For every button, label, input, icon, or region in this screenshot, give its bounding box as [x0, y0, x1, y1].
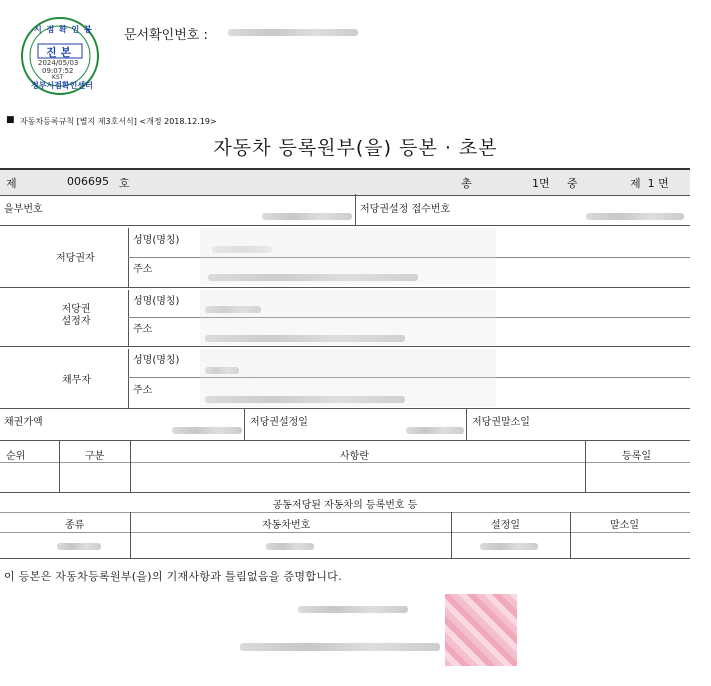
party-role-debtor: 채무자 [62, 375, 91, 386]
doc-check-label: 문서확인번호 : [124, 28, 208, 43]
party-role-mortgagor: 저당권 설정자 [61, 304, 91, 327]
joint-kind-redacted [57, 543, 101, 550]
official-seal-redacted [445, 594, 517, 666]
total-label: 총 [461, 177, 472, 190]
total-pages: 1면 [532, 177, 550, 190]
type-header: 구분 [85, 451, 105, 462]
verification-stamp [20, 16, 100, 96]
issue-date-redacted [298, 606, 408, 613]
stamp-center-label: 진 본 [46, 46, 72, 59]
joint-cancel-date-header: 말소일 [610, 520, 639, 531]
details-header: 사항란 [340, 451, 369, 462]
eulbu-number-label: 을부번호 [4, 204, 43, 215]
stamp-zone: KST [52, 74, 64, 81]
party-role-mortgagee: 저당권자 [56, 253, 95, 264]
joint-vehicle-number-redacted [266, 543, 314, 550]
form-ref-bullet: ■ [6, 115, 15, 125]
number-prefix: 제 [6, 177, 17, 190]
issuer-name-redacted [240, 643, 440, 651]
party-address-label: 주소 [133, 324, 153, 335]
party-address-label: 주소 [133, 264, 153, 275]
document-number: 006695 [67, 175, 109, 188]
mortgage-receipt-label: 저당권설정 접수번호 [360, 204, 451, 215]
stamp-bottom-text: 정부시점확인센터 [31, 81, 93, 90]
doc-check-number-redacted [228, 29, 358, 36]
document-title: 자동차 등록원부(을) 등본 · 초본 [213, 137, 498, 159]
stamp-top-text: 시 점 확 인 봉 [34, 25, 93, 34]
page-number: 제 1 면 [630, 177, 669, 190]
form-reference: 자동차등록규칙 [별지 제3호서식] <개정 2018.12.19> [20, 117, 217, 126]
stamp-time: 09:07:52 [42, 67, 74, 75]
mortgage-set-date-redacted [406, 427, 464, 434]
joint-set-date-redacted [480, 543, 538, 550]
registration-date-header: 등록일 [622, 451, 651, 462]
mortgage-receipt-redacted [586, 213, 684, 220]
party-name-label: 성명(명칭) [133, 235, 180, 246]
number-suffix: 호 [119, 177, 130, 190]
joint-set-date-header: 설정일 [491, 520, 520, 531]
party-address-label: 주소 [133, 385, 153, 396]
mortgage-cancel-date-label: 저당권말소일 [472, 417, 530, 428]
party-name-label: 성명(명칭) [133, 296, 180, 307]
of-label: 중 [567, 177, 578, 190]
joint-section-title: 공동저당된 자동차의 등록번호 등 [272, 500, 418, 511]
mortgage-set-date-label: 저당권설정일 [250, 417, 308, 428]
claim-amount-label: 채권가액 [4, 417, 43, 428]
kind-header: 종류 [65, 520, 85, 531]
party-name-label: 성명(명칭) [133, 355, 180, 366]
eulbu-number-redacted [262, 213, 352, 220]
claim-amount-redacted [172, 427, 242, 434]
certification-statement: 이 등본은 자동차등록원부(을)의 기재사항과 틀림없음을 증명합니다. [4, 570, 342, 583]
vehicle-number-header: 자동차번호 [262, 520, 311, 531]
stamp-date: 2024/05/03 [38, 59, 79, 67]
rank-header: 순위 [6, 451, 26, 462]
